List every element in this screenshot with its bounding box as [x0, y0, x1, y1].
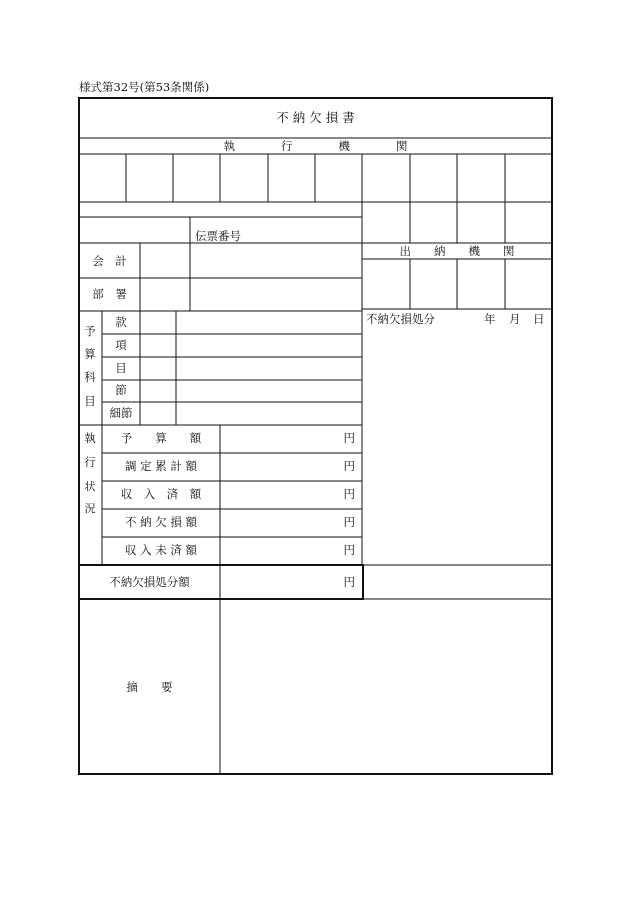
executing-agency-header: 執 行 機 関	[223, 139, 408, 153]
budget-row-kou: 項	[115, 338, 127, 352]
budget-subject-char-4: 目	[84, 394, 96, 408]
budget-row-moku: 目	[115, 361, 127, 375]
status-assessed-total-unit: 円	[343, 459, 355, 473]
budget-row-saisetsu: 細節	[109, 406, 133, 420]
date-year-label: 年	[484, 312, 496, 326]
department-label: 部 署	[92, 287, 127, 301]
status-budget-amount-label: 予 算 額	[120, 431, 202, 445]
execution-status-char-3: 状	[84, 480, 96, 493]
budget-row-kan: 款	[115, 315, 127, 329]
write-off-amount-label: 不納欠損処分額	[109, 575, 190, 589]
budget-subject-char-2: 算	[84, 347, 96, 361]
budget-subject-char-1: 予	[84, 324, 96, 338]
disbursing-agency-header: 出 納 機 関	[399, 244, 515, 258]
date-day-label: 日	[533, 312, 545, 326]
status-received-label: 収 入 済 額	[120, 487, 202, 501]
budget-subject-char-3: 科	[84, 370, 96, 384]
write-off-amount-unit: 円	[343, 575, 355, 589]
status-write-off-label: 不 納 欠 損 額	[124, 515, 198, 529]
voucher-number-label: 伝票番号	[195, 229, 241, 243]
status-write-off-unit: 円	[343, 515, 355, 529]
status-received-unit: 円	[343, 487, 355, 501]
account-label: 会 計	[92, 254, 127, 268]
write-off-disposal-label: 不納欠損処分	[366, 312, 435, 326]
status-outstanding-label: 収 入 未 済 額	[124, 543, 198, 557]
budget-row-setsu: 節	[115, 383, 127, 397]
execution-status-char-4: 況	[84, 502, 96, 515]
remarks-label: 摘 要	[126, 680, 173, 694]
execution-status-char-1: 執	[84, 431, 96, 445]
form-number: 様式第32号(第53条関係)	[79, 80, 210, 94]
execution-status-char-2: 行	[84, 455, 96, 469]
form-title: 不 納 欠 損 書	[276, 110, 355, 125]
status-outstanding-unit: 円	[343, 543, 355, 557]
date-month-label: 月	[509, 312, 521, 326]
status-assessed-total-label: 調 定 累 計 額	[124, 459, 198, 473]
status-budget-amount-unit: 円	[343, 431, 355, 445]
